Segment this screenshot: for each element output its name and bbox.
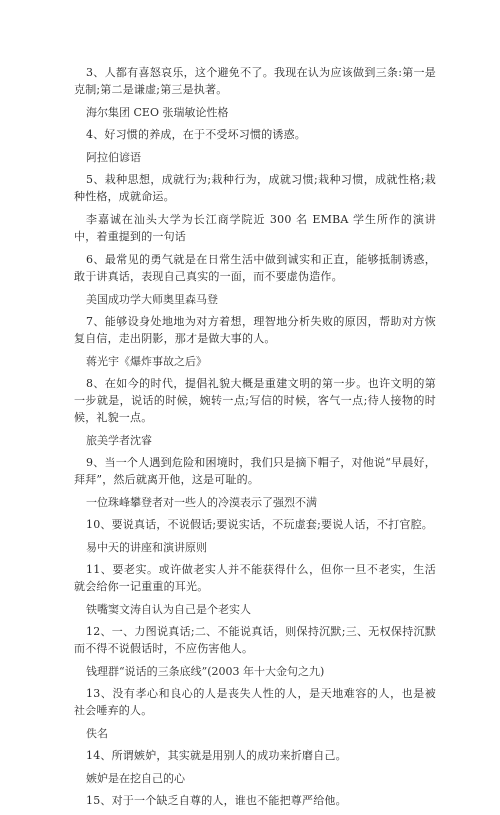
quote-source-paragraph: 李嘉诚在汕头大学为长江商学院近 300 名 EMBA 学生所作的演讲中，着重提到的一句话 (74, 213, 436, 243)
quote-paragraph: 12、一、力图说真话;二、不能说真话，则保持沉默;三、无权保持沉默而不得不说假话时，不应伤害他人。 (74, 625, 436, 655)
quote-paragraph: 11、要老实。或许做老实人并不能获得什么，但你一旦不老实，生活就会给你一记重重的耳光。 (74, 563, 436, 593)
quote-source: 美国成功学大师奥里森马登 (86, 293, 218, 306)
quote-source: 旅美学者沈睿 (86, 434, 152, 447)
quote-source: 阿拉伯谚语 (86, 151, 141, 164)
quote-paragraph: 6、最常见的勇气就是在日常生活中做到诚实和正直，能够抵制诱惑，敢于讲真话，表现自己真实的一面，而不要虚伪造作。 (74, 253, 436, 283)
quote-source: 钱理群“说话的三条底线”(2003 年十大金句之九) (86, 665, 325, 678)
quote-paragraph: 13、没有孝心和良心的人是丧失人性的人，是天地难容的人，也是被社会唾弃的人。 (74, 687, 436, 717)
quote-paragraph: 3、人都有喜怒哀乐，这个避免不了。我现在认为应该做到三条:第一是克制;第二是谦虚;第三是执著。 (74, 66, 436, 96)
quote-source: 海尔集团 CEO 张瑞敏论性格 (86, 106, 229, 119)
quote-paragraph: 9、当一个人遇到危险和困境时，我们只是摘下帽子，对他说“早晨好，拜拜”，然后就离开他，这是可耻的。 (74, 456, 436, 486)
quote-paragraph: 4、好习惯的养成，在于不受坏习惯的诱惑。 (86, 128, 306, 141)
quote-source: 一位珠峰攀登者对一些人的冷漠表示了强烈不满 (86, 496, 317, 509)
quote-source: 佚名 (86, 727, 108, 740)
quote-source: 易中天的讲座和演讲原则 (86, 541, 207, 554)
quote-paragraph: 7、能够设身处地地为对方着想，理智地分析失败的原因，帮助对方恢复自信，走出阴影，那才是做大事的人。 (74, 315, 436, 345)
quote-source: 铁嘴窦文涛自认为自己是个老实人 (86, 603, 251, 616)
quote-source: 蒋光宇《爆炸事故之后》 (86, 355, 207, 368)
document-body (74, 64, 436, 815)
quote-paragraph: 15、对于一个缺乏自尊的人，谁也不能把尊严给他。 (86, 794, 347, 807)
quote-source: 嫉妒是在挖自己的心 (86, 772, 185, 785)
quote-paragraph: 14、所谓嫉妒，其实就是用别人的成功来折磨自己。 (86, 749, 347, 762)
quote-paragraph: 10、要说真话，不说假话;要说实话，不玩虚套;要说人话，不打官腔。 (86, 518, 434, 531)
quote-paragraph: 5、栽种思想，成就行为;栽种行为，成就习惯;栽种习惯，成就性格;栽种性格，成就命运。 (74, 173, 436, 203)
quote-paragraph: 8、在如今的时代，提倡礼貌大概是重建文明的第一步。也许文明的第一步就是，说话的时候，婉转一点;写信的时候，客气一点;待人接物的时候，礼貌一点。 (74, 377, 436, 424)
